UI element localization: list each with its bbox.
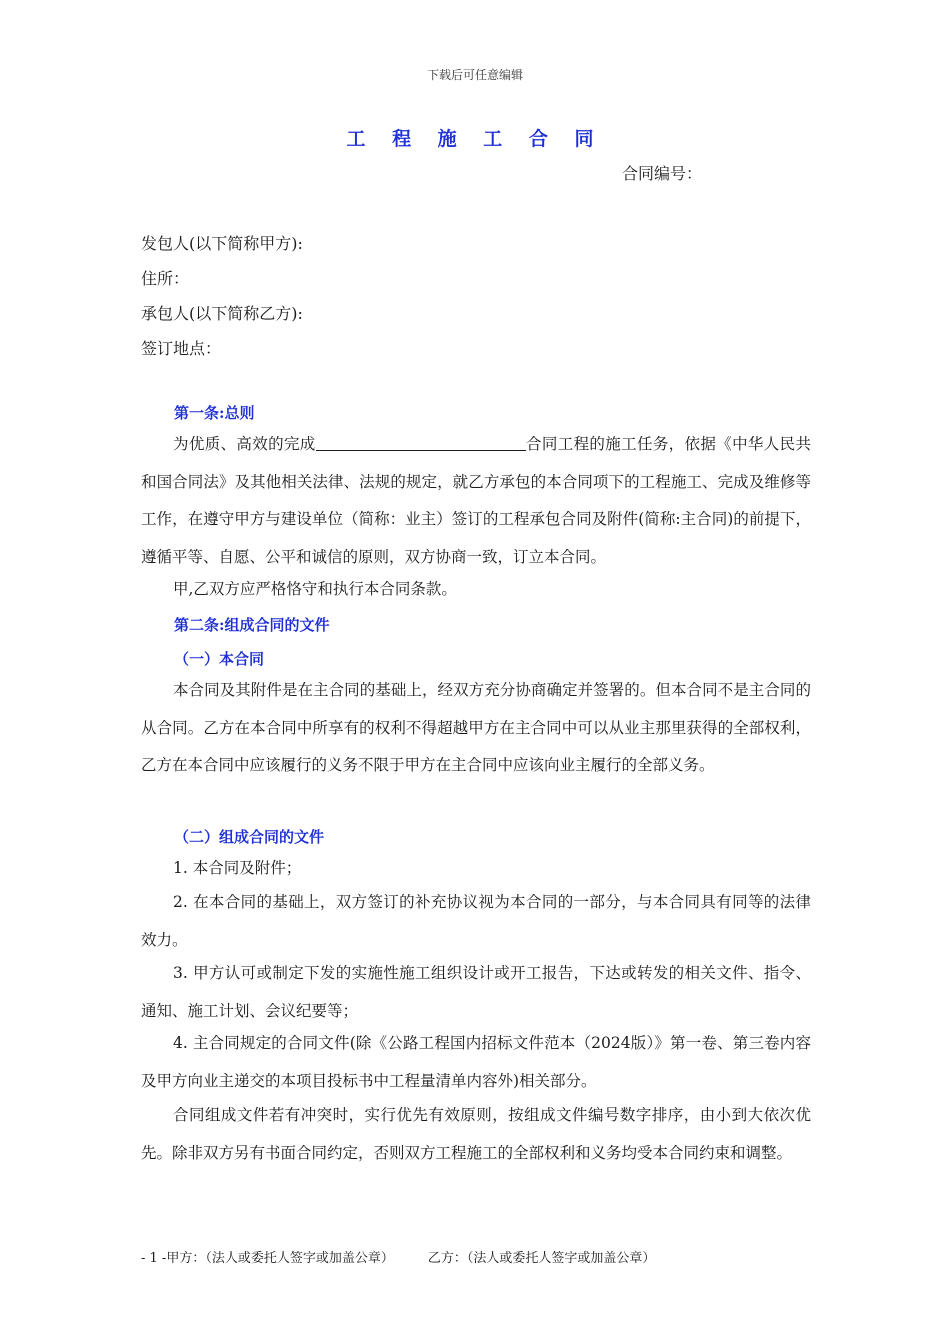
header-note: 下载后可任意编辑: [426, 68, 523, 82]
party-a-signature: 甲方：（法人或委托人签字或加盖公章）: [166, 1251, 394, 1266]
employer-line: 发包人(以下简称甲方):: [141, 234, 303, 253]
article1-heading: 第一条:总则: [174, 404, 255, 422]
page-footer: [141, 1247, 655, 1266]
item-1: 1. 本合同及附件；: [173, 859, 302, 877]
article2-closing: 合同组成文件若有冲突时，实行优先有效原则，按组成文件编号数字排序，由小到大依次优先。除非双方另有书面合同约定，否则双方工程施工的全部权利和义务均受本合同约束和调整。: [141, 1106, 811, 1162]
address-line: 住所：: [141, 269, 190, 288]
project-name-blank: [316, 434, 526, 451]
article2-sub2-heading: （二）组成合同的文件: [174, 828, 325, 846]
party-b-signature: 乙方：（法人或委托人签字或加盖公章）: [427, 1251, 656, 1266]
article1-paragraph2: 甲,乙双方应严格恪守和执行本合同条款。: [173, 580, 457, 598]
article1-paragraph1: [141, 426, 811, 576]
article1-p1-after: 合同工程的施工任务，依据《中华人民共和国合同法》及其他相关法律、法规的规定，就乙方承包的本合同项下的工程施工、完成及维修等工作，在遵守甲方与建设单位（简称：业主）签订的工程承包合同及附件(简称:主合同)的前提下，遵循平等、自愿、公平和诚信的原则，双方协商一致，订立本合同。: [141, 435, 811, 566]
contract-number-label: 合同编号：: [622, 164, 703, 183]
item-3: 3. 甲方认可或制定下发的实施性施工组织设计或开工报告，下达或转发的相关文件、指令、通知、施工计划、会议纪要等；: [141, 964, 811, 1020]
contractor-line: 承包人(以下简称乙方):: [141, 304, 303, 323]
article1-p1-before: 为优质、高效的完成: [173, 435, 316, 453]
sign-place-line: 签订地点：: [141, 339, 222, 358]
page-number: - 1 -: [141, 1251, 167, 1266]
article2-heading: 第二条:组成合同的文件: [174, 616, 330, 634]
item-2: 2. 在本合同的基础上，双方签订的补充协议视为本合同的一部分，与本合同具有同等的法律效力。: [141, 893, 811, 949]
document-title: 工 程 施 工 合 同: [346, 128, 604, 150]
article2-sub1-heading: （一）本合同: [174, 650, 265, 668]
item-4: 4. 主合同规定的合同文件(除《公路工程国内招标文件范本（2024版）》第一卷、第三卷内容及甲方向业主递交的本项目投标书中工程量清单内容外)相关部分。: [141, 1034, 811, 1090]
article2-sub1-text: 本合同及其附件是在主合同的基础上，经双方充分协商确定并签署的。但本合同不是主合同的从合同。乙方在本合同中所享有的权利不得超越甲方在主合同中可以从业主那里获得的全部权利，乙方在本合同中应该履行的义务不限于甲方在主合同中应该向业主履行的全部义务。: [141, 681, 811, 774]
